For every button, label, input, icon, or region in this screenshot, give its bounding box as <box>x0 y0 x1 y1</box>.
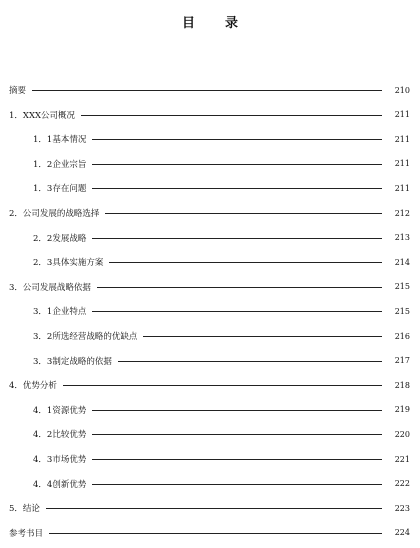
toc-entry-label: 4．4创新优势 <box>33 479 87 490</box>
toc-page-number: 215 <box>394 306 410 316</box>
toc-entry[interactable] <box>33 424 410 444</box>
toc-page-number: 220 <box>394 429 410 439</box>
toc-page-number: 211 <box>394 159 410 169</box>
toc-entry-label: 5．结论 <box>9 504 40 515</box>
toc-entry[interactable] <box>9 105 410 125</box>
toc-leader-line <box>92 139 382 140</box>
toc-entry-label: 1．1基本情况 <box>33 135 87 146</box>
toc-leader-line <box>143 336 382 337</box>
toc-page-number: 216 <box>394 331 410 341</box>
toc-leader-line <box>92 164 382 165</box>
toc-entry[interactable] <box>33 178 410 198</box>
toc-entry[interactable] <box>9 277 410 297</box>
page-title: 目录 <box>181 16 268 31</box>
toc-leader-line <box>92 311 382 312</box>
toc-entry[interactable] <box>9 80 410 100</box>
toc-entry[interactable] <box>33 400 410 420</box>
toc-page-number: 210 <box>394 85 410 95</box>
toc-page-number: 211 <box>394 110 410 120</box>
toc-leader-line <box>97 287 382 288</box>
toc-leader-line <box>92 188 382 189</box>
toc-entry-label: 4．3市场优势 <box>33 455 87 465</box>
toc-page-number: 215 <box>394 282 410 292</box>
toc-page-number: 221 <box>394 454 410 464</box>
toc-page-number: 211 <box>394 134 410 144</box>
toc-page-number: 212 <box>394 208 410 218</box>
toc-entry-label: 3．2所选经营战略的优缺点 <box>33 332 138 342</box>
toc-leader-line <box>32 90 382 91</box>
toc-entry-label: 3．公司发展战略依据 <box>9 282 91 293</box>
toc-leader-line <box>49 533 382 534</box>
toc-leader-line <box>92 238 382 239</box>
toc-entry-label: 参考书目 <box>9 528 44 539</box>
toc-page-number: 218 <box>394 380 410 390</box>
toc-entry[interactable] <box>33 154 410 174</box>
toc-entry-label: 4．1资源优势 <box>33 405 87 416</box>
toc-page-number: 213 <box>394 233 410 243</box>
toc-leader-line <box>92 484 382 485</box>
toc-page-number: 223 <box>394 503 410 513</box>
toc-page-number: 224 <box>394 528 410 538</box>
toc-leader-line <box>109 262 382 263</box>
toc-page-number: 214 <box>394 257 410 267</box>
toc-leader-line <box>46 508 382 509</box>
toc-entry[interactable] <box>33 228 410 248</box>
toc-entry[interactable] <box>33 252 410 272</box>
toc-entry[interactable] <box>9 498 410 518</box>
toc-page-number: 222 <box>394 479 410 489</box>
toc-entry-label: 2．2发展战略 <box>33 233 87 244</box>
toc-entry[interactable] <box>33 301 410 321</box>
toc-entry[interactable] <box>33 474 410 494</box>
toc-entry-label: 4．2比较优势 <box>33 430 87 441</box>
toc-entry[interactable] <box>33 449 410 469</box>
toc-entry-label: 3．3制定战略的依据 <box>33 356 112 367</box>
toc-leader-line <box>92 434 382 435</box>
toc-entry-label: 2．公司发展的战略选择 <box>9 209 100 219</box>
toc-entry-label: 4．优势分析 <box>9 381 57 392</box>
toc-page-number: 219 <box>394 405 410 415</box>
toc-entry-label: 1．3存在问题 <box>33 184 87 195</box>
toc-page-number: 217 <box>394 356 410 366</box>
toc-entry-label: 2．3具体实施方案 <box>33 258 104 269</box>
toc-page-number: 211 <box>394 183 410 193</box>
toc-leader-line <box>105 213 382 214</box>
toc-leader-line <box>63 385 382 386</box>
toc-entry-label: 3．1企业特点 <box>33 307 87 318</box>
toc-leader-line <box>92 459 382 460</box>
toc-entry-label: 1．XXX公司概况 <box>9 110 76 121</box>
toc-entry[interactable] <box>33 351 410 371</box>
toc-entry[interactable] <box>9 523 410 543</box>
toc-entry[interactable] <box>9 375 410 395</box>
toc-entry[interactable] <box>33 326 410 346</box>
toc-leader-line <box>92 410 382 411</box>
toc-entry-label: 摘要 <box>9 86 27 96</box>
toc-entry[interactable] <box>9 203 410 223</box>
toc-leader-line <box>81 115 382 116</box>
toc-entry-label: 1．2企业宗旨 <box>33 159 87 170</box>
toc-entry[interactable] <box>33 129 410 149</box>
toc-leader-line <box>118 361 382 362</box>
